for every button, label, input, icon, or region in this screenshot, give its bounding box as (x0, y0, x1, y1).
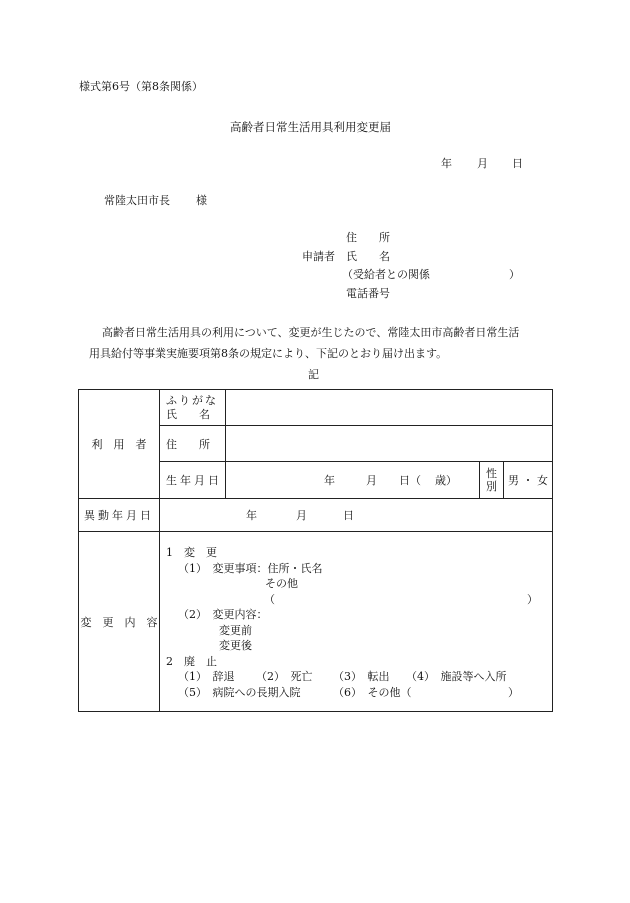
abolish-row-2 (166, 685, 552, 701)
birthdate-label-cell (160, 462, 226, 499)
sex-options-cell[interactable] (504, 462, 553, 499)
item-abolish: 2 廃 止 (166, 654, 217, 668)
ki-heading: 記 (308, 368, 319, 381)
applicant-phone-label: 電話番号 (346, 287, 390, 300)
furigana-name-label-cell (160, 390, 226, 426)
item-change-other[interactable]: その他 (265, 577, 298, 590)
other-paren-open: （ (264, 592, 275, 606)
body-line-1: 高齢者日常生活用具の利用について、変更が生じたので、常陸太田市高齢者日常生活 (102, 326, 520, 339)
reason-moveout[interactable]: （3） 転出 (333, 670, 390, 683)
reason-hospital[interactable]: （5） 病院への長期入院 (178, 685, 301, 699)
change-content-label: 変 更 内 容 (80, 615, 158, 629)
date-month: 月 (477, 157, 488, 170)
sex-options: 男 ・ 女 (508, 474, 548, 487)
date-year: 年 (441, 157, 452, 170)
birthdate-label: 生年月日 (166, 474, 222, 487)
date-day: 日 (512, 157, 523, 170)
other-paren-close: ） (527, 592, 538, 606)
change-month: 月 (296, 509, 307, 522)
change-content-field[interactable] (160, 532, 553, 712)
applicant-name-label: 氏 名 (346, 250, 390, 263)
item-change-matter[interactable]: （1） 変更事項：住所・氏名 (178, 561, 323, 575)
change-day: 日 (343, 509, 354, 522)
item-change: 1 変 更 (166, 546, 217, 559)
birth-day: 日（ (399, 474, 421, 487)
user-name-field[interactable] (226, 390, 553, 426)
item-before: 変更前 (219, 623, 252, 637)
user-label-cell (79, 390, 160, 499)
sex-label-2: 別 (486, 480, 497, 493)
birth-month: 月 (366, 474, 377, 487)
applicant-relation-close: ） (509, 268, 520, 281)
birthdate-field[interactable] (226, 462, 480, 499)
form-table (78, 389, 553, 712)
item-change-content: （2） 変更内容： (178, 608, 268, 621)
change-content-label-cell (79, 532, 160, 712)
page-title: 高齢者日常生活用具利用変更届 (230, 120, 391, 134)
addressee-name: 常陸太田市長 (104, 194, 170, 207)
birth-age: 歳） (435, 474, 457, 487)
furigana-label: ふりがな (166, 393, 218, 407)
address-label-cell (160, 426, 226, 462)
applicant-label: 申請者 (302, 250, 335, 263)
user-label: 利 用 者 (91, 438, 147, 451)
reason-facility[interactable]: （4） 施設等へ入所 (406, 670, 507, 683)
body-line-2: 用具給付等事業実施要項第8条の規定により、下記のとおり届け出ます。 (89, 347, 448, 360)
body-paragraph (89, 322, 564, 364)
other-paren-line (166, 592, 552, 608)
sex-label-cell (480, 462, 504, 499)
applicant-relation-open: （受給者との関係 (342, 268, 430, 281)
sex-label-1: 性 (486, 467, 497, 480)
address-label: 住 所 (166, 437, 210, 451)
reason-other[interactable]: （6） その他（ (333, 685, 412, 699)
reason-other-close: ） (508, 685, 519, 699)
abolish-row-1 (166, 669, 552, 685)
change-year: 年 (246, 509, 257, 522)
user-address-field[interactable] (226, 426, 553, 462)
change-date-label: 異動年月日 (84, 509, 154, 522)
form-number: 様式第6号（第8条関係） (79, 80, 203, 93)
reason-death[interactable]: （2） 死亡 (256, 670, 313, 683)
reason-decline[interactable]: （1） 辞退 (178, 670, 235, 683)
change-date-label-cell (79, 499, 160, 532)
birth-year: 年 (324, 474, 335, 487)
addressee-honorific: 様 (196, 194, 207, 207)
name-label: 氏 名 (166, 407, 210, 421)
change-date-field[interactable] (160, 499, 553, 532)
item-after: 変更後 (219, 639, 252, 652)
applicant-address-label: 住 所 (346, 231, 390, 244)
